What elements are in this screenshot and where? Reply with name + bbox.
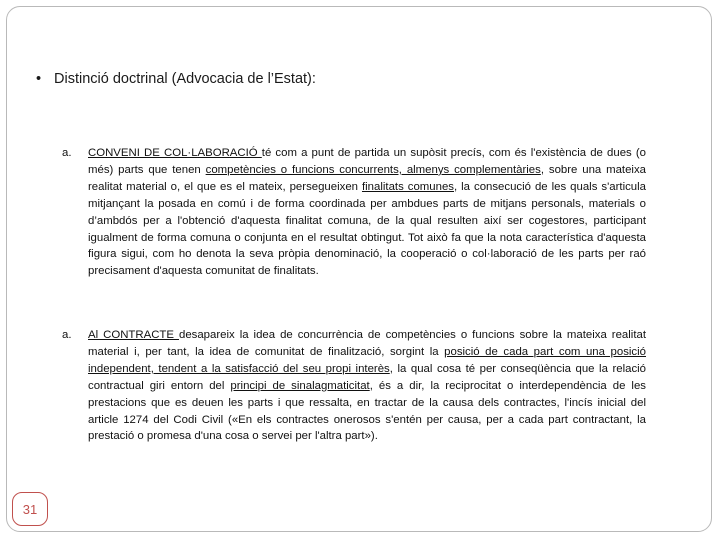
text-segment: , la consecució de les quals s'articula mitjançant la posada en comú i de forma coordinada per ambdues parts de mitjans personals, materials o d’ambdós per a l'obtenció d'aquesta finalitat comuna, de la qual resulten així ser cogestores, participant igualment de forma comuna o conjunta en el resultat obtingut. Tot això fa que la nota característica d'aquesta figura sigui, com ho denota la seva pròpia denominació, la cooperació o col·laboració de les parts per raó precisament d'aquesta comunitat de finalitats. [88, 180, 646, 278]
item-text [88, 145, 646, 280]
item-marker: a. [62, 147, 72, 159]
underlined-text-segment: posició de cada part com una posició independent, tendent a la satisfacció del seu propi interès [88, 345, 646, 375]
underlined-text-segment: finalitats comunes [361, 180, 454, 193]
list-item [62, 145, 646, 280]
underlined-text-segment: principi de sinalagmaticitat [230, 379, 370, 392]
item-text [88, 327, 646, 445]
underlined-text-segment: competències o funcions concurrents, almenys complementàries [205, 163, 541, 176]
list-item [62, 327, 646, 445]
title-text: Distinció doctrinal (Advocacia de l’Estat): [54, 71, 316, 87]
underlined-text-segment: CONVENI DE COL·LABORACIÓ [88, 147, 262, 159]
text-segment: , és a dir, la reciprocitat o interdependència de les prestacions que es deuen les parts i que ressalta, en tractar de la causa dels contractes, l'incís inicial del article 1274 del Codi Civil («En els contractes onerosos s'entén per causa, per a cada part contractant, la prestació o promesa d'una cosa o servei per l'altra part»). [88, 379, 646, 443]
text-segment: , la qual cosa té per conseqüència que la relació contractual giri entorn del [88, 362, 647, 392]
text-segment: , sobre una mateixa realitat material o, el que es el mateix, persegueixen [88, 163, 646, 193]
item-marker: a. [62, 329, 72, 341]
slide-title [36, 71, 316, 87]
underlined-text-segment: Al CONTRACTE [88, 329, 179, 341]
bullet-icon: • [36, 71, 42, 87]
text-segment: té com a punt de partida un supòsit precís, com és l'existència de dues (o més) parts que tenen [88, 147, 646, 176]
page-number-badge: 31 [12, 492, 48, 526]
text-segment: desapareix la idea de concurrència de competències o funcions sobre la mateixa realitat material i, per tant, la idea de comunitat de finalització, sorgint la [88, 329, 646, 358]
